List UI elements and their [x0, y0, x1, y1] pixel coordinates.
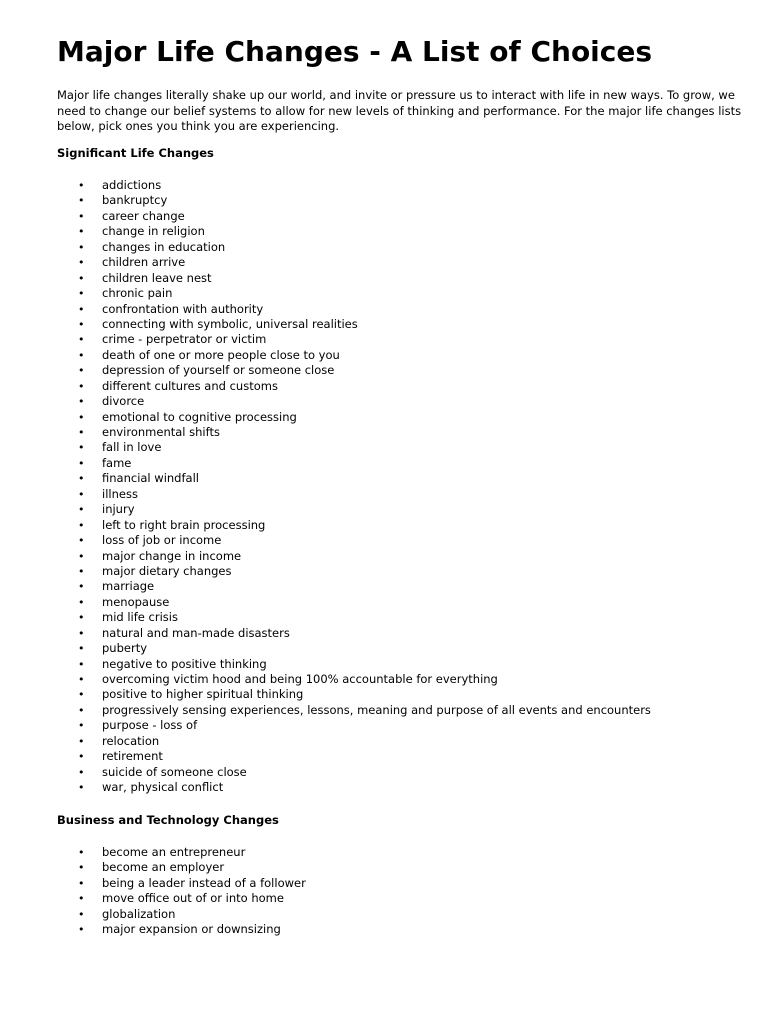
- list-item: [57, 626, 651, 641]
- list-item: [57, 193, 651, 208]
- list-item: [57, 178, 651, 193]
- list-item-label: loss of job or income: [102, 533, 222, 548]
- bullet-icon: •: [78, 657, 85, 671]
- list-item: [57, 224, 651, 239]
- list-item-label: globalization: [102, 906, 176, 921]
- bullet-icon: •: [78, 595, 85, 609]
- list-item: [57, 471, 651, 486]
- list-item: [57, 348, 651, 363]
- list-item: [57, 379, 651, 394]
- list-item-label: fall in love: [102, 440, 162, 455]
- list-item: [57, 487, 651, 502]
- list-item-label: confrontation with authority: [102, 301, 264, 316]
- list-item: [57, 595, 651, 610]
- bullet-icon: •: [78, 426, 85, 439]
- list-item-label: purpose - loss of: [102, 718, 198, 733]
- list-item: [57, 564, 651, 579]
- list-item-label: positive to higher spiritual thinking: [102, 687, 304, 702]
- list-item: [57, 765, 651, 780]
- list-item: [57, 672, 651, 687]
- list-item: [57, 922, 306, 937]
- bullet-icon: •: [78, 626, 85, 640]
- bullet-icon: •: [78, 518, 85, 532]
- bullet-icon: •: [78, 395, 85, 409]
- list-item-label: emotional to cognitive processing: [102, 409, 297, 424]
- bullet-icon: •: [78, 271, 85, 285]
- list-item: [57, 579, 651, 594]
- list-item-label: different cultures and customs: [102, 378, 278, 393]
- bullet-icon: •: [78, 410, 85, 424]
- list-item: [57, 657, 651, 672]
- bullet-icon: •: [78, 564, 85, 578]
- list-item-label: negative to positive thinking: [102, 656, 267, 671]
- list-item: [57, 549, 651, 564]
- list-item: [57, 425, 651, 440]
- list-item: [57, 749, 651, 764]
- list-item: [57, 641, 651, 656]
- bullet-icon: •: [78, 472, 85, 486]
- bullet-icon: •: [78, 611, 85, 625]
- list-item-label: left to right brain processing: [102, 517, 266, 532]
- list-item-label: become an employer: [102, 860, 225, 875]
- significant-life-changes-list: [57, 178, 651, 796]
- list-item: [57, 456, 651, 471]
- bullet-icon: •: [78, 846, 85, 859]
- list-item-label: death of one or more people close to you: [102, 347, 340, 362]
- list-item: [57, 518, 651, 533]
- list-item-label: retirement: [102, 749, 163, 764]
- list-item-label: injury: [102, 502, 135, 517]
- list-item-label: illness: [102, 486, 138, 501]
- list-item: [57, 860, 306, 875]
- list-item-label: suicide of someone close: [102, 764, 247, 779]
- list-item: [57, 440, 651, 455]
- list-item-label: major expansion or downsizing: [102, 922, 281, 937]
- bullet-icon: •: [78, 907, 85, 921]
- list-item-label: financial windfall: [102, 471, 199, 486]
- bullet-icon: •: [78, 703, 85, 717]
- list-item: [57, 718, 651, 733]
- list-item-label: depression of yourself or someone close: [102, 363, 335, 378]
- bullet-icon: •: [78, 456, 85, 470]
- list-item: [57, 410, 651, 425]
- list-item-label: natural and man-made disasters: [102, 625, 290, 640]
- bullet-icon: •: [78, 179, 85, 192]
- list-item-label: puberty: [102, 641, 148, 656]
- bullet-icon: •: [78, 379, 85, 393]
- list-item-label: major change in income: [102, 548, 242, 563]
- bullet-icon: •: [78, 719, 85, 733]
- bullet-icon: •: [78, 487, 85, 501]
- bullet-icon: •: [78, 876, 85, 890]
- list-item: [57, 703, 651, 718]
- bullet-icon: •: [78, 348, 85, 362]
- list-item-label: overcoming victim hood and being 100% accountable for everything: [102, 672, 498, 686]
- list-item: [57, 687, 651, 702]
- list-item-label: menopause: [102, 594, 170, 609]
- list-item-label: relocation: [102, 733, 160, 748]
- bullet-icon: •: [78, 240, 85, 254]
- list-item: [57, 317, 651, 332]
- business-technology-changes-list: [57, 845, 306, 938]
- list-item-label: children leave nest: [102, 270, 212, 285]
- list-item-label: become an entrepreneur: [102, 845, 246, 859]
- bullet-icon: •: [78, 441, 85, 455]
- bullet-icon: •: [78, 861, 85, 875]
- list-item: [57, 363, 651, 378]
- list-item-label: move office out of or into home: [102, 891, 284, 906]
- list-item: [57, 271, 651, 286]
- bullet-icon: •: [78, 923, 85, 937]
- list-item-label: war, physical conflict: [102, 780, 224, 795]
- bullet-icon: •: [78, 317, 85, 331]
- bullet-icon: •: [78, 781, 85, 795]
- bullet-icon: •: [78, 534, 85, 548]
- list-item-label: being a leader instead of a follower: [102, 875, 306, 890]
- list-item: [57, 876, 306, 891]
- section-heading-significant-life-changes: Significant Life Changes: [57, 146, 214, 160]
- bullet-icon: •: [78, 580, 85, 594]
- section-heading-business-technology-changes: Business and Technology Changes: [57, 813, 279, 827]
- bullet-icon: •: [78, 765, 85, 779]
- list-item: [57, 780, 651, 795]
- list-item: [57, 734, 651, 749]
- list-item: [57, 907, 306, 922]
- list-item: [57, 286, 651, 301]
- list-item-label: major dietary changes: [102, 563, 232, 578]
- bullet-icon: •: [78, 364, 85, 378]
- list-item-label: changes in education: [102, 239, 226, 254]
- list-item: [57, 332, 651, 347]
- list-item-label: bankruptcy: [102, 193, 168, 208]
- list-item: [57, 302, 651, 317]
- list-item-label: chronic pain: [102, 286, 173, 301]
- bullet-icon: •: [78, 673, 85, 686]
- list-item-label: progressively sensing experiences, lessons, meaning and purpose of all events and encounters: [102, 702, 651, 717]
- list-item-label: mid life crisis: [102, 610, 178, 625]
- bullet-icon: •: [78, 333, 85, 347]
- list-item-label: children arrive: [102, 255, 186, 270]
- page-title: Major Life Changes - A List of Choices: [57, 35, 653, 68]
- bullet-icon: •: [78, 287, 85, 301]
- intro-paragraph: Major life changes literally shake up our world, and invite or pressure us to interact with life in new ways. To grow, we need to change our belief systems to allow for new levels of thinking and performance. For the major life changes lists below, pick ones you think you are experiencing.: [57, 88, 742, 133]
- list-item: [57, 891, 306, 906]
- bullet-icon: •: [78, 302, 85, 316]
- bullet-icon: •: [78, 256, 85, 270]
- list-item: [57, 209, 651, 224]
- list-item-label: divorce: [102, 394, 145, 409]
- list-item-label: marriage: [102, 579, 155, 594]
- bullet-icon: •: [78, 688, 85, 702]
- bullet-icon: •: [78, 642, 85, 656]
- bullet-icon: •: [78, 750, 85, 764]
- list-item-label: career change: [102, 208, 185, 223]
- list-item-label: environmental shifts: [102, 425, 220, 439]
- list-item: [57, 240, 651, 255]
- bullet-icon: •: [78, 549, 85, 563]
- bullet-icon: •: [78, 734, 85, 748]
- bullet-icon: •: [78, 209, 85, 223]
- list-item: [57, 845, 306, 860]
- bullet-icon: •: [78, 225, 85, 239]
- list-item-label: change in religion: [102, 224, 205, 239]
- bullet-icon: •: [78, 892, 85, 906]
- list-item: [57, 255, 651, 270]
- bullet-icon: •: [78, 503, 85, 517]
- list-item: [57, 533, 651, 548]
- list-item-label: connecting with symbolic, universal realities: [102, 316, 358, 331]
- list-item-label: crime - perpetrator or victim: [102, 332, 267, 347]
- list-item-label: addictions: [102, 178, 162, 192]
- list-item-label: fame: [102, 455, 132, 470]
- bullet-icon: •: [78, 194, 85, 208]
- list-item: [57, 394, 651, 409]
- list-item: [57, 502, 651, 517]
- list-item: [57, 610, 651, 625]
